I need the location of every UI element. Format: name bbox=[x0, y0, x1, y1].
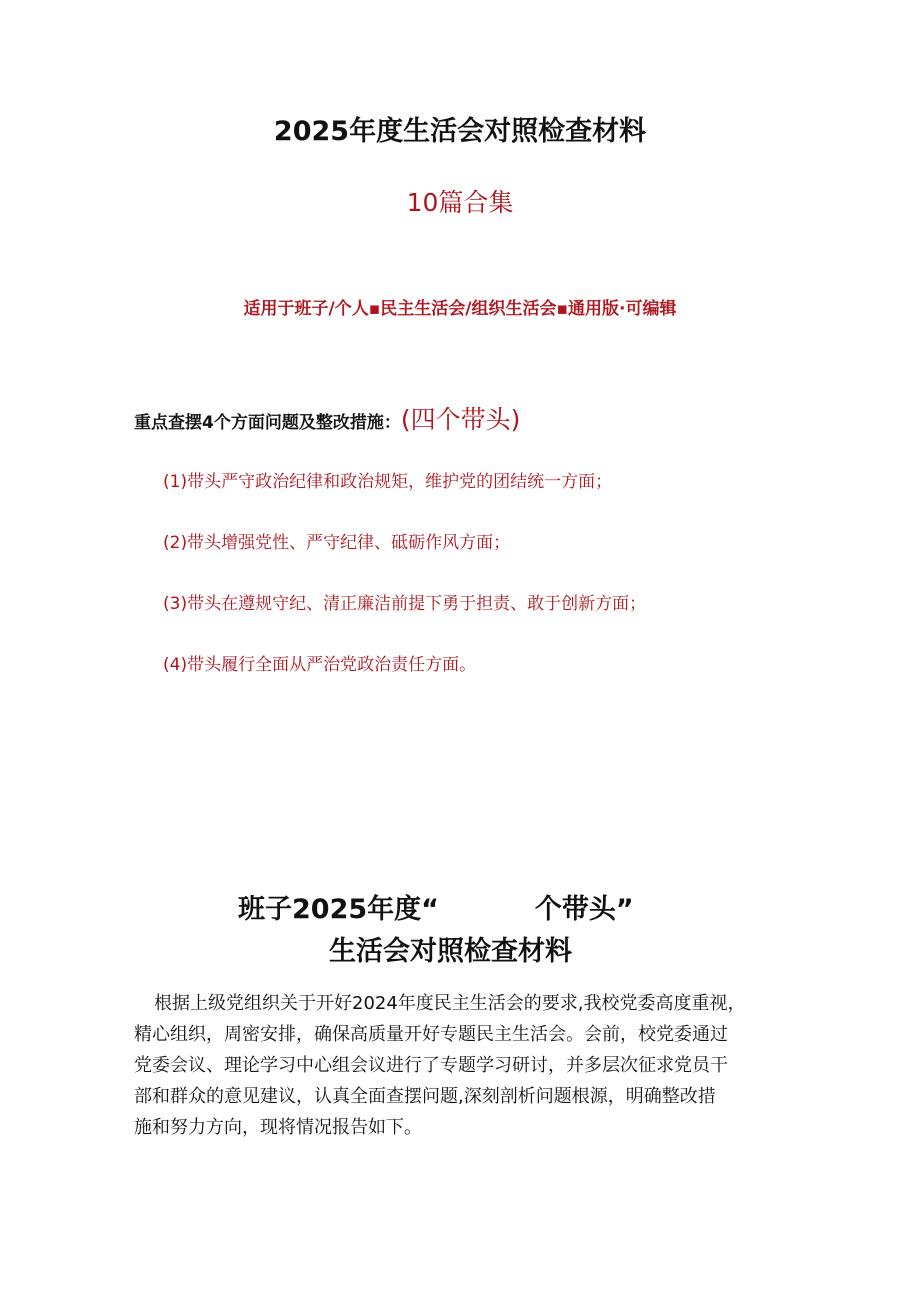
paragraph-line-2: 精心组织，周密安排，确保高质量开好专题民主生活会。会前，校党委通过 bbox=[134, 1024, 728, 1045]
focus-item-1: (1)带头严守政治纪律和政治规矩，维护党的团结统一方面； bbox=[163, 472, 613, 492]
paragraph-line-1: 根据上级党组织关于开好2024年度民主生活会的要求,我校党委高度重视， bbox=[154, 993, 746, 1014]
focus-heading bbox=[134, 402, 520, 441]
section-title-line-1 bbox=[238, 891, 634, 929]
section-title-part-2: 个带头” bbox=[534, 894, 634, 925]
focus-heading-highlight: (四个带头) bbox=[400, 405, 521, 434]
section-title-line-2: 生活会对照检查材料 bbox=[329, 936, 572, 967]
focus-heading-prefix: 重点查摆4个方面问题及整改措施： bbox=[134, 413, 401, 433]
section-title-part-1: 班子2025年度“ bbox=[238, 894, 439, 925]
focus-item-3: (3)带头在遵规守纪、清正廉洁前提下勇于担责、敢于创新方面； bbox=[163, 594, 647, 614]
paragraph-line-4: 部和群众的意见建议，认真全面查摆问题,深刻剖析问题根源，明确整改措 bbox=[134, 1086, 716, 1107]
collection-label: 10篇合集 bbox=[406, 188, 514, 217]
paragraph-line-3: 党委会议、理论学习中心组会议进行了专题学习研讨，并多层次征求党员干 bbox=[134, 1055, 728, 1076]
paragraph-line-5: 施和努力方向，现将情况报告如下。 bbox=[134, 1117, 422, 1138]
document-title: 2025年度生活会对照检查材料 bbox=[273, 116, 647, 147]
applicable-scope-line: 适用于班子/个人▪民主生活会/组织生活会▪通用版·可编辑 bbox=[243, 299, 677, 319]
report-paragraph bbox=[134, 988, 794, 1143]
focus-item-4: (4)带头履行全面从严治党政治责任方面。 bbox=[163, 655, 477, 675]
focus-item-2: (2)带头增强党性、严守纪律、砥砺作风方面； bbox=[163, 533, 511, 553]
